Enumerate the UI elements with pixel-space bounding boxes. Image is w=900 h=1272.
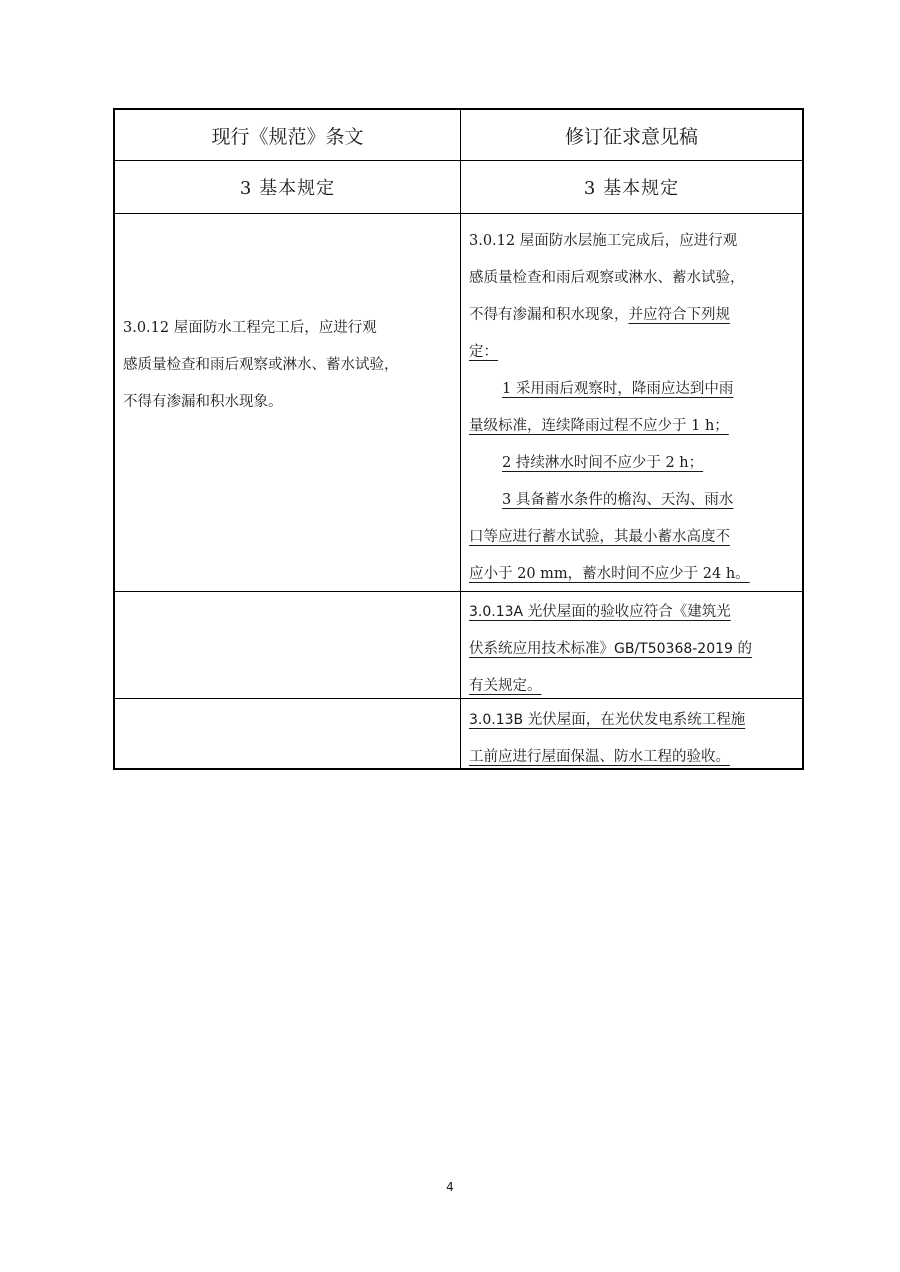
- text-line: [469, 594, 796, 631]
- header-current-clause: 现行《规范》条文: [211, 125, 364, 148]
- underlined-revision: 2 持续淋水时间不应少于 2 h；: [502, 455, 704, 471]
- text-line: [469, 297, 796, 334]
- underlined-revision: 口等应进行蓄水试验，其最小蓄水高度不: [469, 529, 730, 545]
- clause-number: 3.0.13B: [469, 712, 524, 728]
- text-line: [469, 371, 796, 408]
- text-line: [469, 631, 796, 668]
- header-revised-draft: 修订征求意见稿: [564, 125, 698, 148]
- underlined-revision: 并应符合下列规: [628, 307, 730, 323]
- text-line: [469, 482, 796, 519]
- underlined-revision: 光伏屋面，在光伏发电系统工程施: [523, 712, 746, 728]
- clause-3-0-12-revised: [461, 223, 802, 593]
- section-title-revised: 3 基本规定: [583, 178, 680, 199]
- underlined-revision: 光伏屋面的验收应符合《建筑光: [523, 604, 731, 620]
- text-line: [469, 556, 796, 593]
- underlined-revision: 工前应进行屋面保温、防水工程的验收。: [469, 749, 730, 765]
- clause-number: 3.0.13A: [469, 604, 524, 620]
- text-line: 感质量检查和雨后观察或淋水、蓄水试验，: [469, 270, 745, 286]
- text-line: [469, 445, 796, 482]
- text-line: [469, 334, 796, 371]
- page-number: 4: [446, 1180, 454, 1194]
- underlined-revision: 伏系统应用技术标准》: [469, 641, 614, 657]
- clause-3-0-13a-revised: [461, 594, 802, 705]
- clause-3-0-13b-revised: [461, 702, 802, 776]
- clause-3-0-12-current: [115, 310, 460, 421]
- underlined-revision: 有关规定。: [469, 678, 542, 694]
- text-line: [469, 702, 796, 739]
- underlined-revision: 定：: [469, 344, 498, 360]
- comparison-table: [113, 108, 804, 770]
- text-span: 不得有渗漏和积水现象，: [469, 307, 629, 323]
- text-line: [469, 739, 796, 776]
- standard-code: GB/T50368-2019: [614, 641, 733, 657]
- text-line: 3.0.12 屋面防水层施工完成后，应进行观: [469, 233, 738, 249]
- text-line: 3.0.12 屋面防水工程完工后，应进行观: [123, 320, 377, 336]
- section-title-current: 3 基本规定: [239, 178, 336, 199]
- underlined-revision: 1 采用雨后观察时，降雨应达到中雨: [502, 381, 734, 397]
- underlined-revision: 应小于 20 mm，蓄水时间不应少于 24 h。: [469, 566, 750, 582]
- text-line: [469, 668, 796, 705]
- underlined-revision: 3 具备蓄水条件的檐沟、天沟、雨水: [502, 492, 734, 508]
- text-line: [469, 519, 796, 556]
- text-line: [469, 408, 796, 445]
- underlined-revision: 量级标准，连续降雨过程不应少于 1 h；: [469, 418, 729, 434]
- row-divider: [115, 213, 802, 214]
- text-line: 感质量检查和雨后观察或淋水、蓄水试验，: [123, 357, 399, 373]
- underlined-revision: 的: [732, 641, 753, 657]
- text-line: 不得有渗漏和积水现象。: [123, 394, 283, 410]
